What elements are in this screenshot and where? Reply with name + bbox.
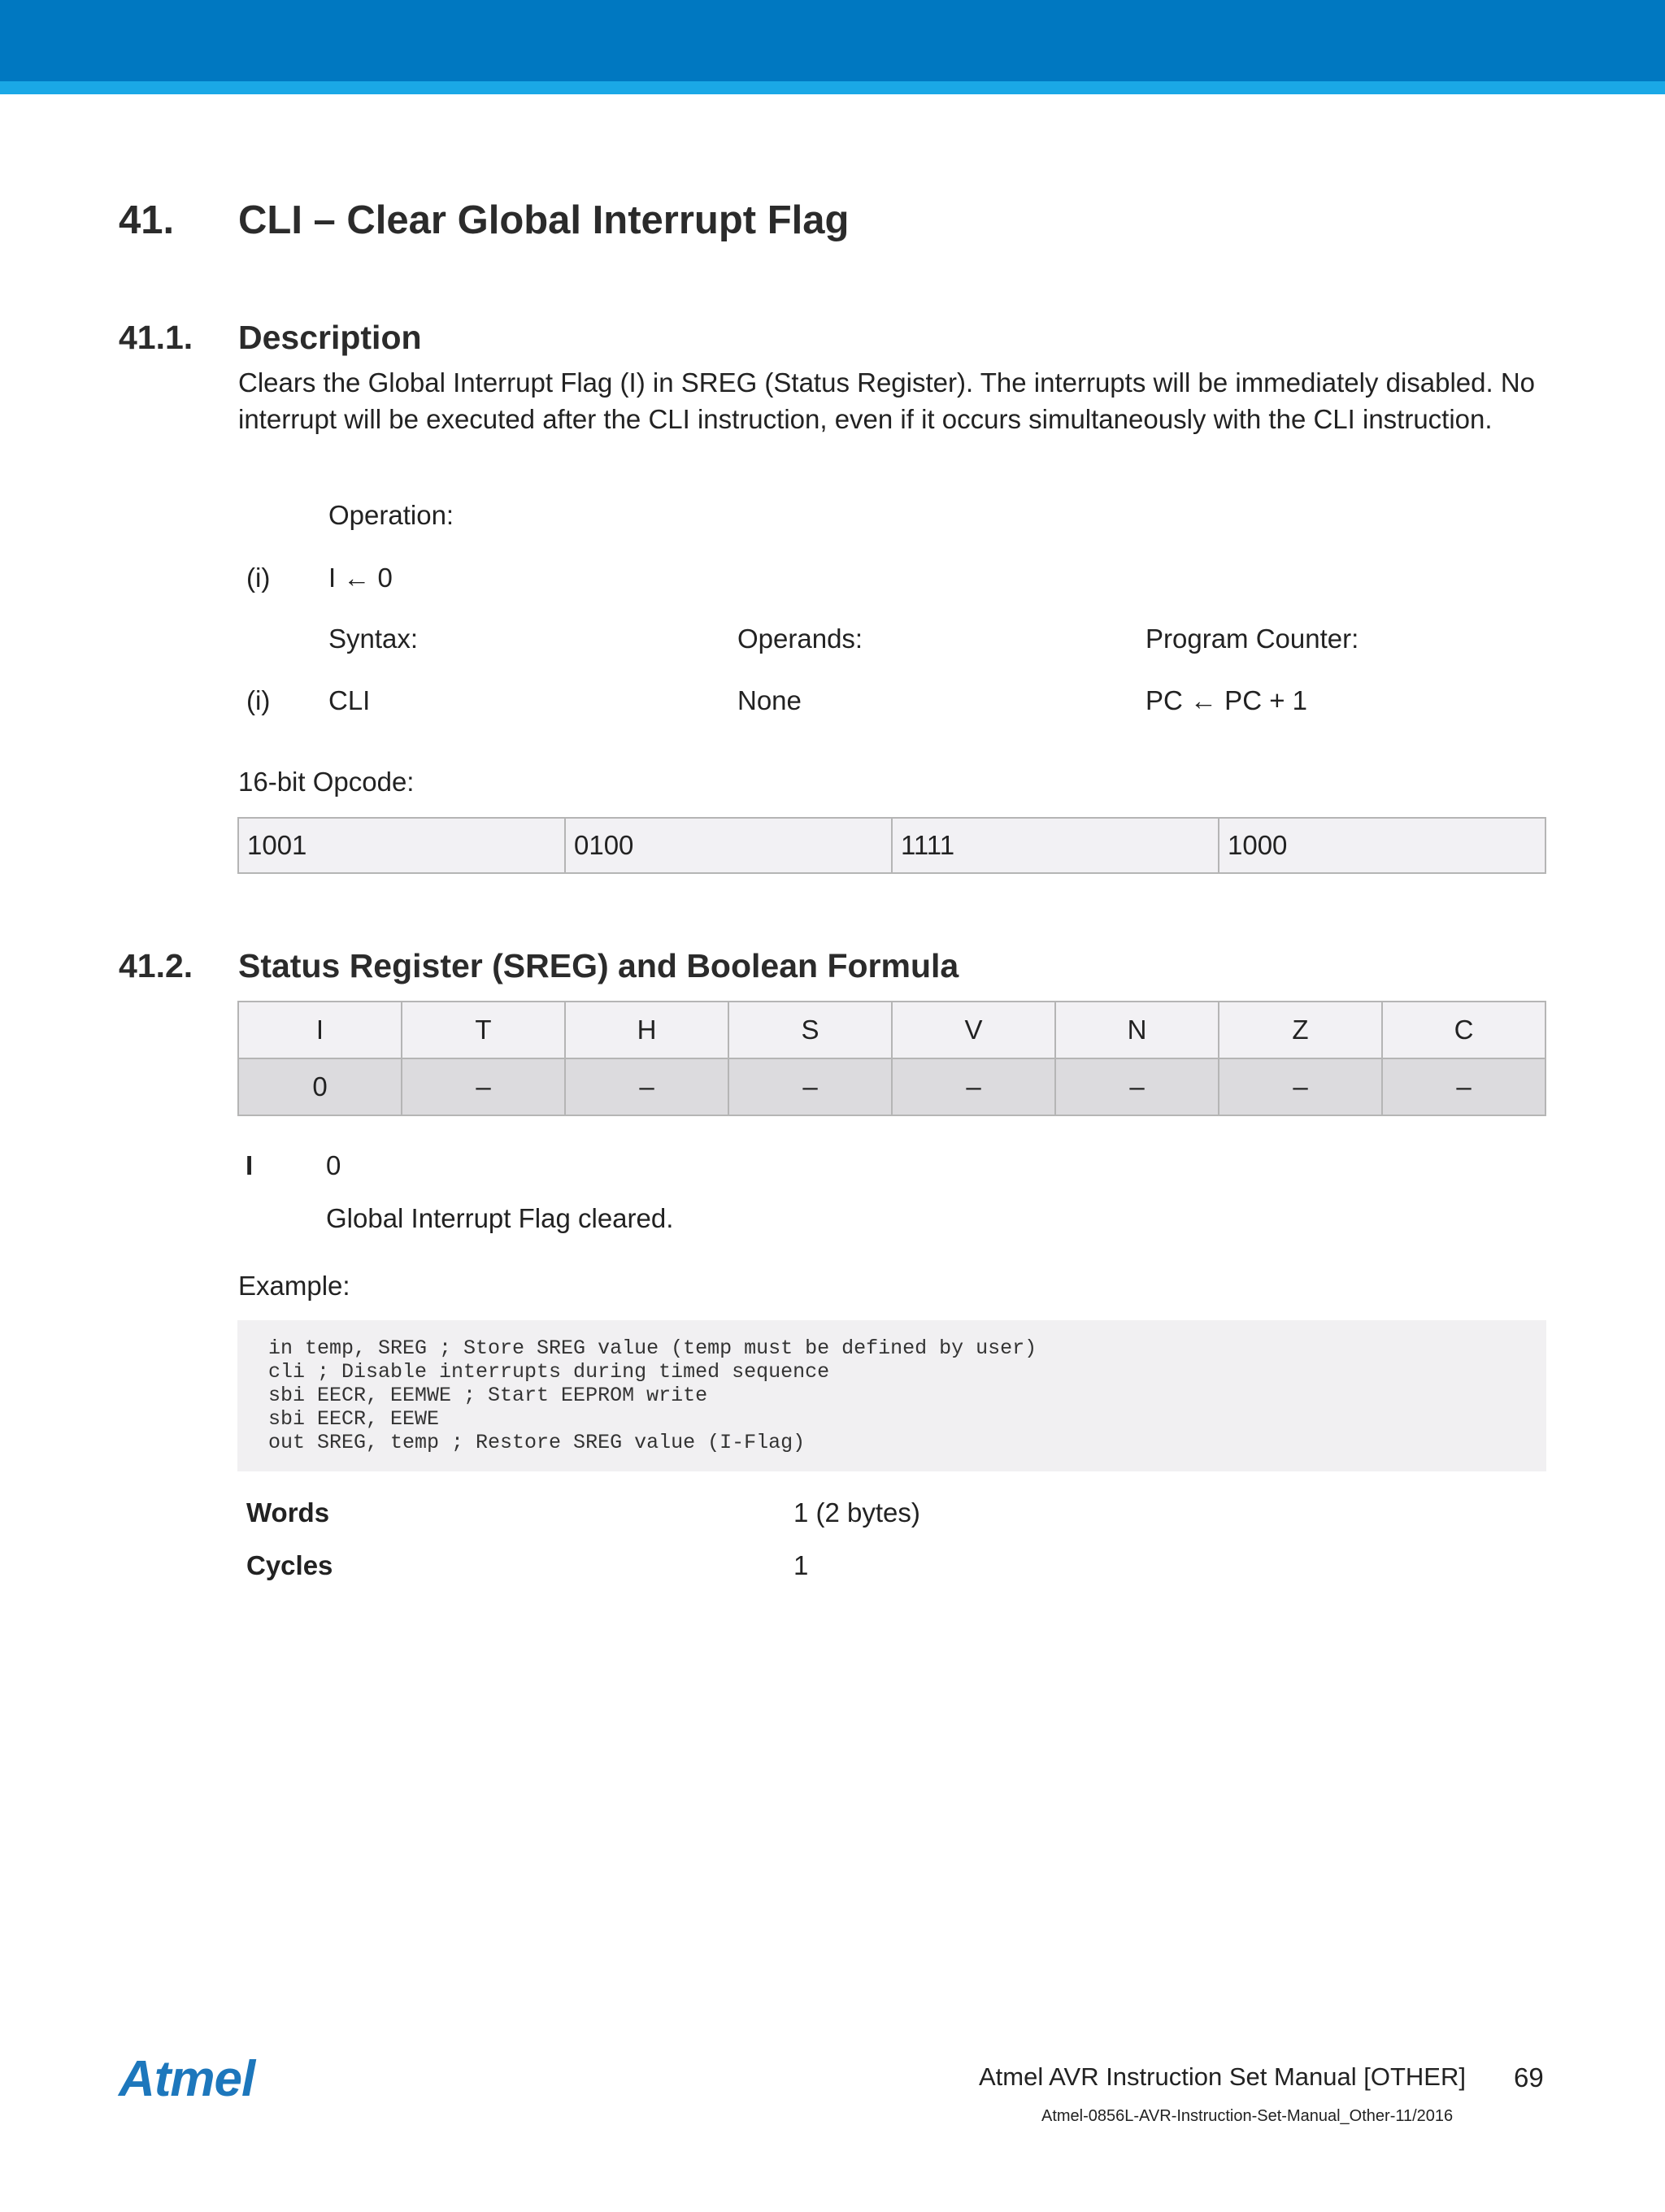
header-banner-stripe <box>0 81 1665 94</box>
subsection-title-sreg: Status Register (SREG) and Boolean Formula <box>238 947 959 984</box>
flag-note-text: Global Interrupt Flag cleared. <box>326 1203 674 1233</box>
sreg-flag-value: – <box>1055 1058 1219 1115</box>
opcode-label: 16-bit Opcode: <box>238 767 415 797</box>
sreg-flag-header: N <box>1055 1002 1219 1058</box>
syntax-label: Syntax: <box>328 624 419 654</box>
operation-formula: I ← 0 <box>328 563 393 593</box>
example-label: Example: <box>238 1271 350 1301</box>
description-text: Clears the Global Interrupt Flag (I) in SREG (Status Register). The interrupts will be immediately disabled. No interrupt will be executed after the CLI instruction, even if it occurs simultaneously with the CLI instruction. <box>238 367 1536 434</box>
sreg-table <box>237 1001 1546 1116</box>
sreg-flag-value: 0 <box>238 1058 402 1115</box>
atmel-logo: Atmel <box>119 2051 255 2107</box>
cycles-label: Cycles <box>246 1550 333 1580</box>
sreg-flag-header: S <box>728 1002 892 1058</box>
flag-note-name: I <box>246 1150 254 1180</box>
sreg-flag-header: C <box>1382 1002 1545 1058</box>
footer-document-id: Atmel-0856L-AVR-Instruction-Set-Manual_Other-11/2016 <box>1041 2107 1454 2125</box>
sreg-flag-header: T <box>402 1002 565 1058</box>
sreg-flag-value: – <box>892 1058 1055 1115</box>
code-line: sbi EECR, EEWE <box>268 1407 440 1431</box>
opcode-cell: 1001 <box>238 818 565 873</box>
sreg-flag-value: – <box>728 1058 892 1115</box>
opcode-cell: 0100 <box>565 818 892 873</box>
code-line: in temp, SREG ; Store SREG value (temp must be defined by user) <box>268 1336 1037 1360</box>
sreg-flag-header: Z <box>1219 1002 1382 1058</box>
footer-page-number: 69 <box>1514 2062 1544 2092</box>
words-value: 1 (2 bytes) <box>793 1497 920 1528</box>
section-title: CLI – Clear Global Interrupt Flag <box>238 198 850 242</box>
sreg-flag-value: – <box>1382 1058 1545 1115</box>
operands-value: None <box>737 685 802 715</box>
example-code-block <box>237 1320 1546 1471</box>
footer-manual-title: Atmel AVR Instruction Set Manual [OTHER] <box>979 2062 1466 2091</box>
section-number: 41. <box>119 198 175 242</box>
opcode-table <box>237 817 1546 874</box>
subsection-number-description: 41.1. <box>119 319 193 356</box>
sreg-flag-header: H <box>565 1002 728 1058</box>
operation-index: (i) <box>246 563 271 593</box>
sreg-flag-value: – <box>402 1058 565 1115</box>
opcode-cell: 1000 <box>1219 818 1545 873</box>
example-code <box>268 1336 1037 1454</box>
subsection-number-sreg: 41.2. <box>119 947 193 984</box>
sreg-flag-header: V <box>892 1002 1055 1058</box>
code-line: out SREG, temp ; Restore SREG value (I-Flag) <box>268 1431 806 1454</box>
code-line: cli ; Disable interrupts during timed sequence <box>268 1360 830 1384</box>
header-banner <box>0 0 1665 81</box>
operation-label: Operation: <box>328 500 454 530</box>
syntax-value: CLI <box>328 685 371 715</box>
syntax-index: (i) <box>246 685 271 715</box>
opcode-cell: 1111 <box>892 818 1219 873</box>
sreg-flag-value: – <box>565 1058 728 1115</box>
sreg-flag-header: I <box>238 1002 402 1058</box>
flag-note-value: 0 <box>326 1150 341 1180</box>
subsection-title-description: Description <box>238 319 422 356</box>
program-counter-label: Program Counter: <box>1146 624 1359 654</box>
cycles-value: 1 <box>793 1550 809 1580</box>
sreg-flag-value: – <box>1219 1058 1382 1115</box>
program-counter-value: PC ← PC + 1 <box>1146 685 1307 715</box>
words-label: Words <box>246 1497 330 1528</box>
code-line: sbi EECR, EEMWE ; Start EEPROM write <box>268 1384 708 1407</box>
operands-label: Operands: <box>737 624 863 654</box>
